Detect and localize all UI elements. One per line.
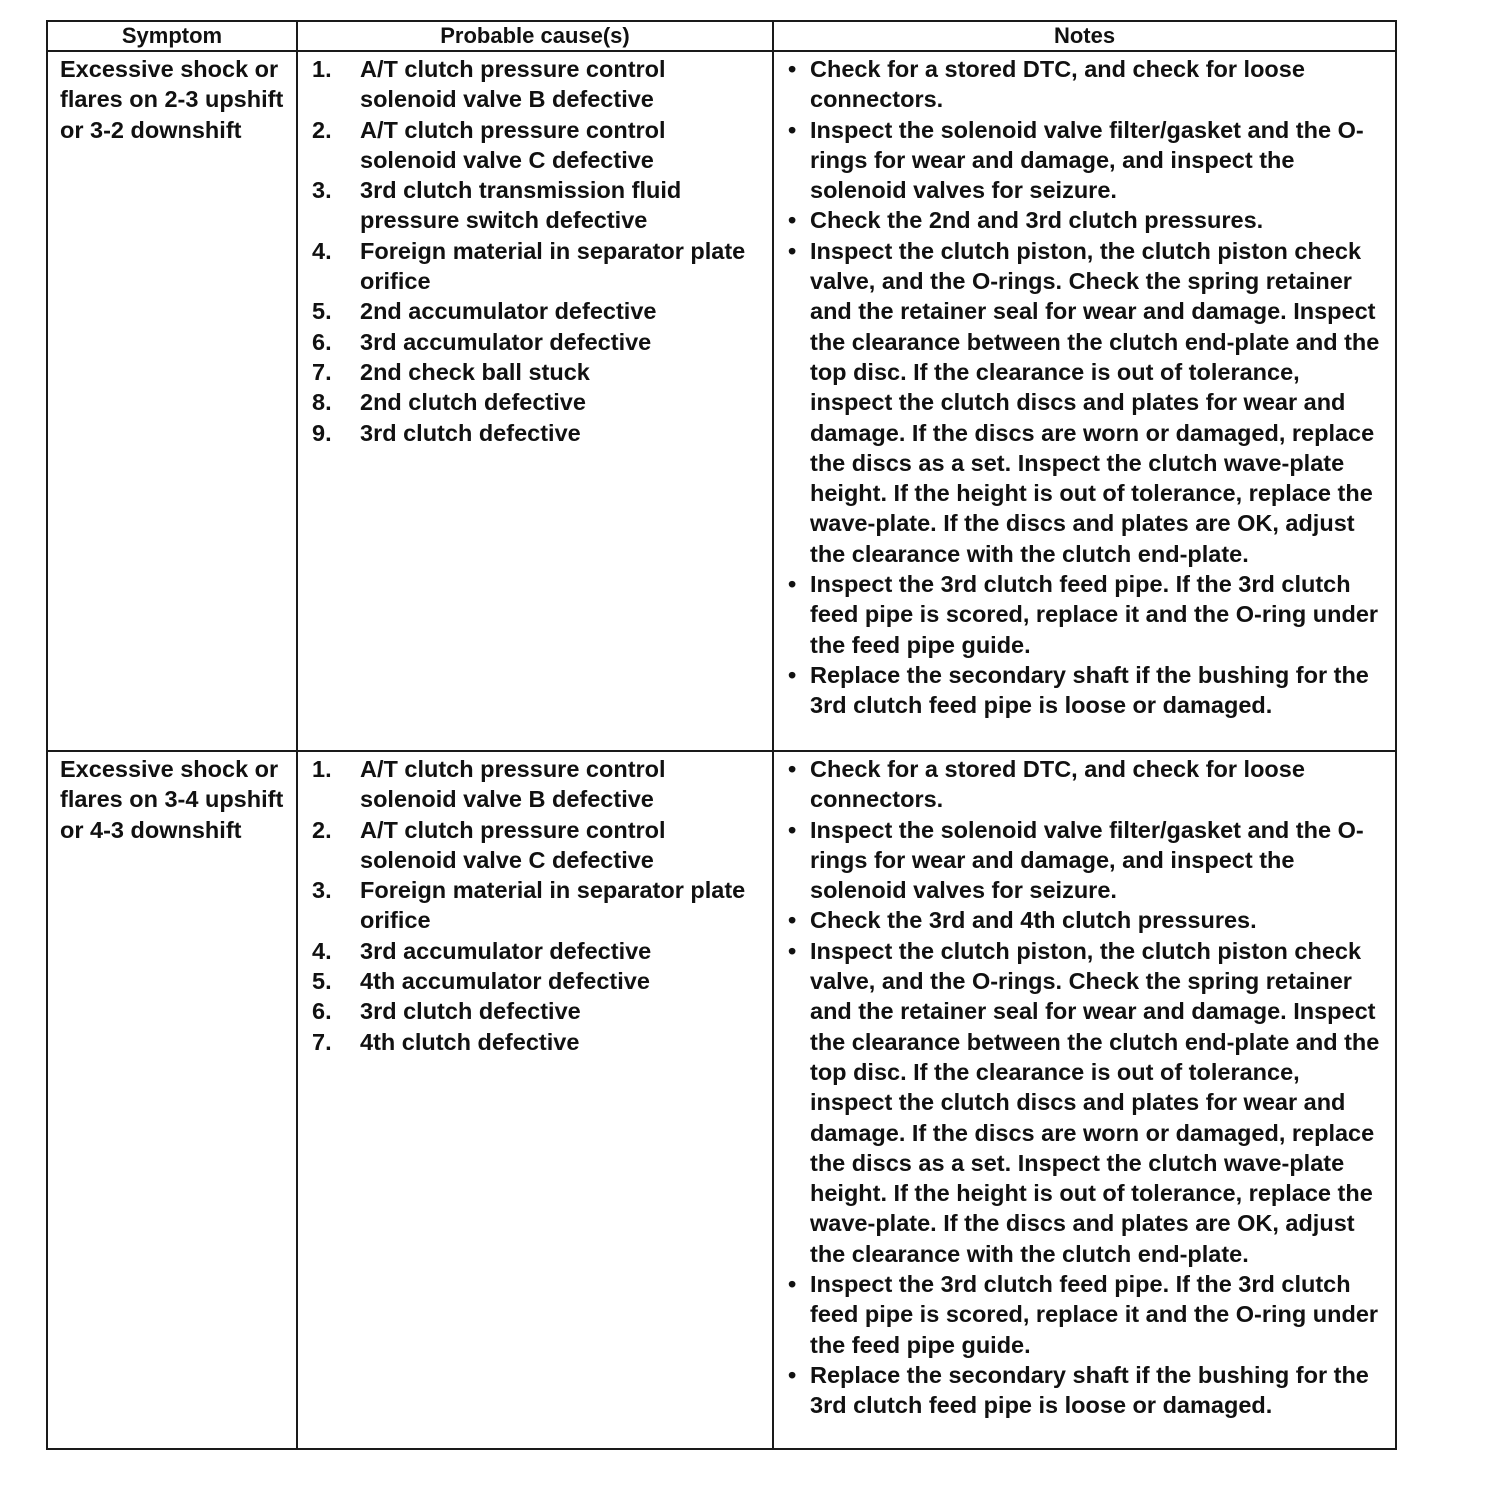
note-text: Inspect the 3rd clutch feed pipe. If the 3rd clutch feed pipe is scored, replace it and the O-ring under the feed pipe guide. bbox=[810, 1271, 1379, 1358]
cause-item bbox=[310, 175, 764, 236]
cause-item bbox=[310, 387, 764, 417]
cause-cell bbox=[297, 51, 773, 751]
cause-number: 2. bbox=[312, 816, 332, 843]
cause-text: A/T clutch pressure control solenoid valve B defective bbox=[360, 56, 666, 113]
cause-item bbox=[310, 54, 764, 115]
cause-item bbox=[310, 357, 764, 387]
note-text: Check for a stored DTC, and check for loose connectors. bbox=[810, 56, 1305, 113]
cause-text: 3rd accumulator defective bbox=[360, 937, 652, 964]
header-row bbox=[47, 21, 1396, 51]
cause-number: 5. bbox=[312, 298, 332, 325]
cause-number: 3. bbox=[312, 177, 332, 204]
cause-text: A/T clutch pressure control solenoid valve B defective bbox=[360, 756, 666, 813]
cause-number: 9. bbox=[312, 419, 332, 446]
note-item bbox=[786, 936, 1387, 1269]
bullet-icon: • bbox=[788, 116, 797, 143]
note-text: Check for a stored DTC, and check for loose connectors. bbox=[810, 756, 1305, 813]
cause-number: 7. bbox=[312, 358, 332, 385]
bullet-icon: • bbox=[788, 237, 797, 264]
bullet-icon: • bbox=[788, 1361, 797, 1388]
note-item bbox=[786, 569, 1387, 660]
note-text: Check the 2nd and 3rd clutch pressures. bbox=[810, 207, 1264, 234]
cause-number: 5. bbox=[312, 968, 332, 995]
cause-text: 2nd clutch defective bbox=[360, 389, 586, 416]
bullet-icon: • bbox=[788, 816, 797, 843]
bullet-icon: • bbox=[788, 207, 797, 234]
note-item bbox=[786, 54, 1387, 115]
note-text: Inspect the 3rd clutch feed pipe. If the 3rd clutch feed pipe is scored, replace it and the O-ring under the feed pipe guide. bbox=[810, 571, 1379, 658]
cause-text: Foreign material in separator plate orifice bbox=[360, 877, 746, 934]
cause-item bbox=[310, 936, 764, 966]
note-item bbox=[786, 815, 1387, 906]
notes-cell bbox=[773, 51, 1396, 751]
note-item bbox=[786, 1269, 1387, 1360]
bullet-icon: • bbox=[788, 661, 797, 688]
cause-text: 2nd check ball stuck bbox=[360, 358, 590, 385]
cause-text: 3rd clutch defective bbox=[360, 998, 581, 1025]
note-text: Inspect the clutch piston, the clutch piston check valve, and the O-rings. Check the spring retainer and the retainer seal for wear and damage. Inspect the clearance between the clutch end-plate and the top disc. If the clearance is out of tolerance, inspect the clutch discs and plates for wear and damage. If the discs are worn or damaged, replace the discs as a set. Inspect the clutch wave-plate height. If the height is out of tolerance, replace the wave-plate. If the discs and plates are OK, adjust the clearance with the clutch end-plate. bbox=[810, 937, 1380, 1267]
note-text: Check the 3rd and 4th clutch pressures. bbox=[810, 907, 1257, 934]
cause-number: 4. bbox=[312, 937, 332, 964]
cause-number: 6. bbox=[312, 998, 332, 1025]
table-header bbox=[47, 21, 1396, 51]
symptom-text: Excessive shock or flares on 2-3 upshift or 3-2 downshift bbox=[60, 56, 284, 143]
note-text: Inspect the clutch piston, the clutch piston check valve, and the O-rings. Check the spring retainer and the retainer seal for wear and damage. Inspect the clearance between the clutch end-plate and the top disc. If the clearance is out of tolerance, inspect the clutch discs and plates for wear and damage. If the discs are worn or damaged, replace the discs as a set. Inspect the clutch wave-plate height. If the height is out of tolerance, replace the wave-plate. If the discs and plates are OK, adjust the clearance with the clutch end-plate. bbox=[810, 237, 1380, 567]
note-item bbox=[786, 660, 1387, 721]
bullet-icon: • bbox=[788, 56, 797, 82]
cause-text: Foreign material in separator plate orifice bbox=[360, 237, 746, 295]
note-item bbox=[786, 236, 1387, 569]
note-text: Inspect the solenoid valve filter/gasket and the O-rings for wear and damage, and inspect the solenoid valves for seizure. bbox=[810, 116, 1364, 204]
cause-item bbox=[310, 815, 764, 876]
cause-item bbox=[310, 875, 764, 936]
cause-item bbox=[310, 966, 764, 996]
note-item bbox=[786, 115, 1387, 206]
troubleshooting-table bbox=[46, 20, 1397, 1450]
cause-text: A/T clutch pressure control solenoid valve C defective bbox=[360, 816, 666, 873]
table-row bbox=[47, 51, 1396, 751]
cause-text: 3rd clutch defective bbox=[360, 419, 581, 446]
note-text: Replace the secondary shaft if the bushing for the 3rd clutch feed pipe is loose or damaged. bbox=[810, 1361, 1369, 1419]
cause-number: 8. bbox=[312, 389, 332, 416]
cause-item bbox=[310, 236, 764, 297]
header-notes: Notes bbox=[773, 21, 1396, 51]
symptom-text: Excessive shock or flares on 3-4 upshift or 4-3 downshift bbox=[60, 756, 284, 843]
cause-number: 2. bbox=[312, 116, 332, 143]
symptom-cell bbox=[47, 51, 297, 751]
cause-cell bbox=[297, 751, 773, 1449]
cause-item bbox=[310, 1027, 764, 1057]
bullet-icon: • bbox=[788, 907, 797, 934]
note-item bbox=[786, 205, 1387, 235]
bullet-icon: • bbox=[788, 571, 797, 598]
cause-item bbox=[310, 296, 764, 326]
cause-number: 6. bbox=[312, 328, 332, 355]
cause-item bbox=[310, 418, 764, 448]
notes-cell bbox=[773, 751, 1396, 1449]
bullet-icon: • bbox=[788, 1271, 797, 1298]
cause-list bbox=[310, 754, 764, 1057]
cause-item bbox=[310, 996, 764, 1026]
cause-text: 4th accumulator defective bbox=[360, 968, 650, 995]
cause-text: 2nd accumulator defective bbox=[360, 298, 657, 325]
cause-text: 3rd clutch transmission fluid pressure switch defective bbox=[360, 177, 682, 234]
cause-item bbox=[310, 327, 764, 357]
table-row bbox=[47, 751, 1396, 1449]
note-item bbox=[786, 905, 1387, 935]
notes-list bbox=[786, 54, 1387, 721]
notes-list bbox=[786, 754, 1387, 1421]
cause-item bbox=[310, 115, 764, 176]
cause-text: 4th clutch defective bbox=[360, 1028, 580, 1055]
cause-number: 3. bbox=[312, 877, 332, 904]
cause-number: 1. bbox=[312, 756, 332, 782]
bullet-icon: • bbox=[788, 937, 797, 964]
cause-text: 3rd accumulator defective bbox=[360, 328, 652, 355]
header-probable-cause: Probable cause(s) bbox=[297, 21, 773, 51]
cause-number: 1. bbox=[312, 56, 332, 82]
cause-number: 7. bbox=[312, 1028, 332, 1055]
header-symptom: Symptom bbox=[47, 21, 297, 51]
cause-text: A/T clutch pressure control solenoid valve C defective bbox=[360, 116, 666, 173]
note-item bbox=[786, 1360, 1387, 1421]
bullet-icon: • bbox=[788, 756, 797, 782]
cause-number: 4. bbox=[312, 237, 332, 264]
note-text: Inspect the solenoid valve filter/gasket and the O-rings for wear and damage, and inspect the solenoid valves for seizure. bbox=[810, 816, 1364, 904]
symptom-cell bbox=[47, 751, 297, 1449]
note-item bbox=[786, 754, 1387, 815]
cause-item bbox=[310, 754, 764, 815]
cause-list bbox=[310, 54, 764, 448]
note-text: Replace the secondary shaft if the bushing for the 3rd clutch feed pipe is loose or damaged. bbox=[810, 661, 1369, 719]
